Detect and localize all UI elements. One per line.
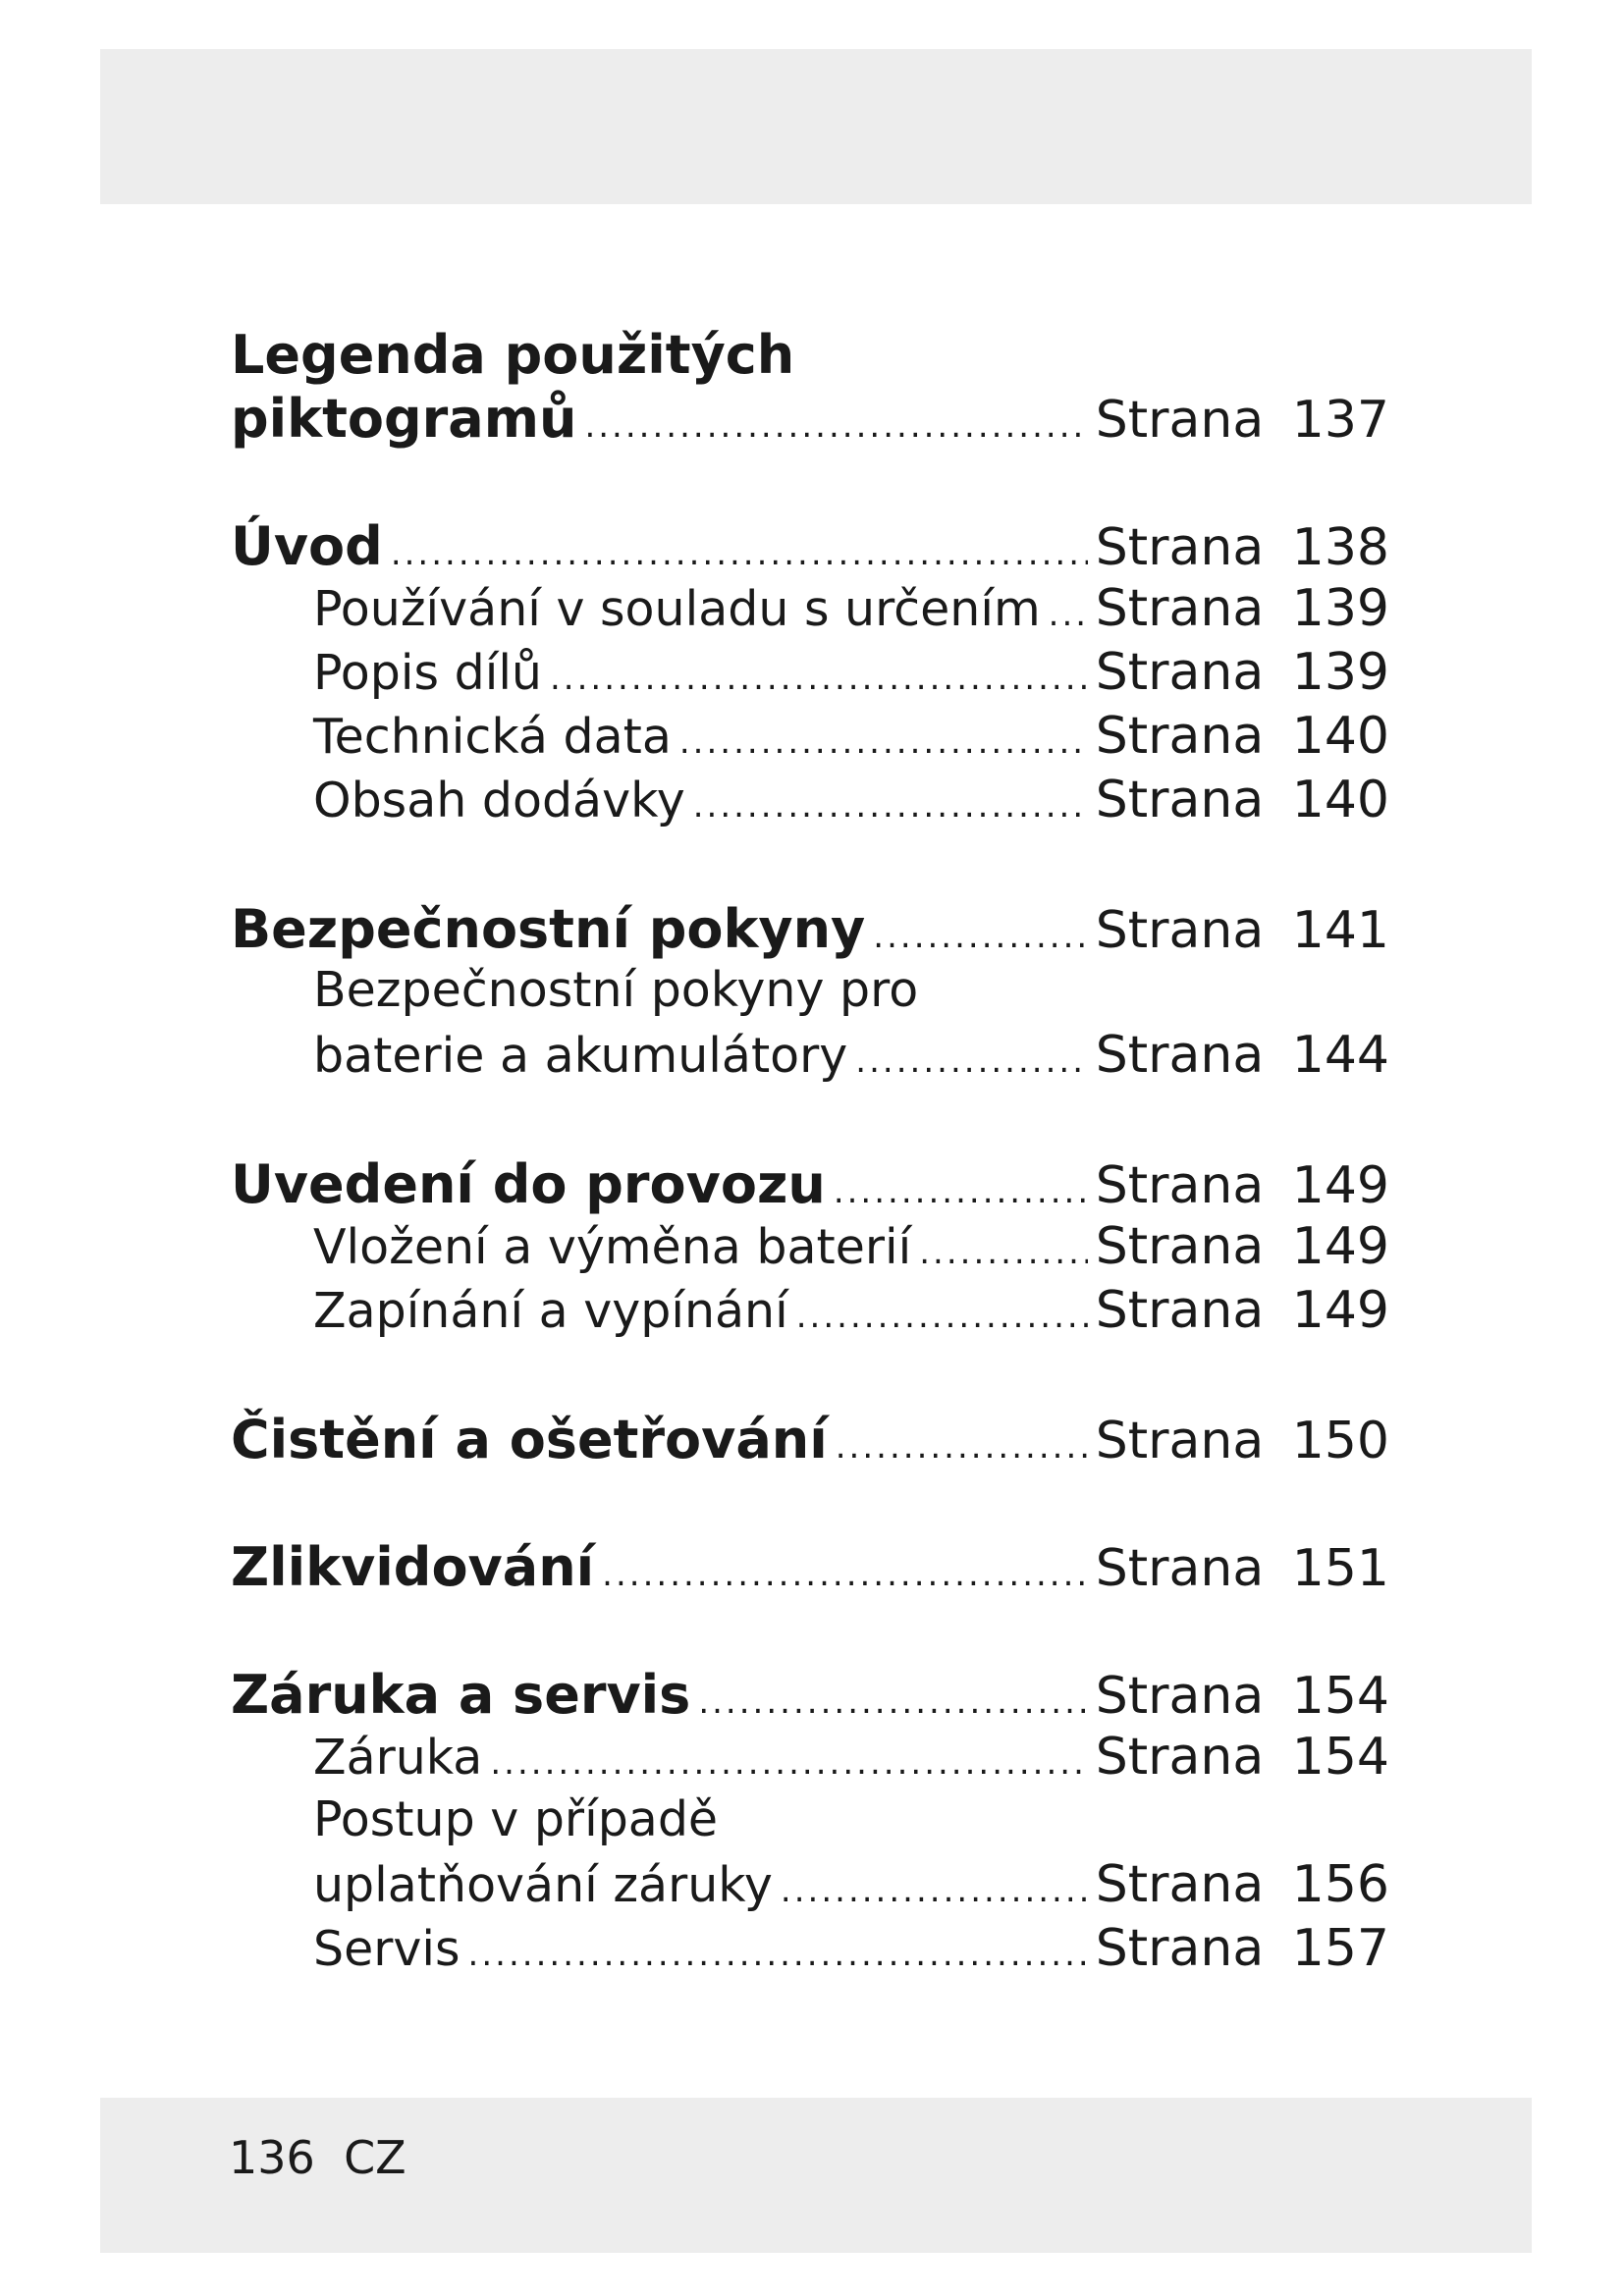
dot-leader xyxy=(873,917,1087,956)
dot-leader xyxy=(781,1871,1088,1910)
header-band xyxy=(100,49,1532,204)
dot-leader xyxy=(855,1041,1087,1081)
dot-leader xyxy=(919,1233,1088,1272)
dot-leader xyxy=(836,1427,1088,1467)
toc-entry-page: Strana 151 xyxy=(1095,1539,1389,1598)
toc-entry[interactable] xyxy=(231,1153,1389,1217)
toc-entry-title: Uvedení do provozu xyxy=(231,1153,826,1215)
toc-entry-title: Vložení a výměna baterií xyxy=(313,1219,912,1275)
toc-entry-title: Bezpečnostní pokyny xyxy=(231,898,866,960)
toc-entry-page: Strana 144 xyxy=(1095,1026,1389,1085)
language-code: CZ xyxy=(344,2131,406,2184)
toc-entry-title: Používání v souladu s určením xyxy=(313,581,1041,637)
dot-leader xyxy=(1049,595,1088,634)
toc-entry-title: Čistění a ošetřování xyxy=(231,1409,828,1470)
toc-entry-page: Strana 149 xyxy=(1095,1281,1389,1340)
toc-entry-title: Zapínání a vypínání xyxy=(313,1283,788,1339)
page-number: 136 xyxy=(229,2131,315,2184)
toc-entry-page: Strana 139 xyxy=(1095,643,1389,702)
toc-entry-title: Servis xyxy=(313,1921,460,1977)
toc-entry[interactable] xyxy=(231,1217,1389,1281)
toc-entry[interactable] xyxy=(231,771,1389,834)
toc-entry-title: Postup v případě xyxy=(313,1791,719,1847)
page-footer xyxy=(229,2128,406,2187)
toc-entry-title: uplatňování záruky xyxy=(313,1857,773,1913)
dot-leader xyxy=(391,534,1088,573)
toc-entry-page: Strana 149 xyxy=(1095,1156,1389,1215)
toc-entry[interactable] xyxy=(231,1919,1389,1983)
toc-entry[interactable] xyxy=(231,579,1389,643)
toc-entry[interactable] xyxy=(231,324,1389,388)
toc-entry-title: Legenda použitých xyxy=(231,324,795,386)
toc-entry[interactable] xyxy=(231,1855,1389,1919)
dot-leader xyxy=(490,1743,1087,1783)
toc-entry[interactable] xyxy=(231,1791,1389,1855)
dot-leader xyxy=(679,722,1088,762)
toc-entry[interactable] xyxy=(231,1728,1389,1791)
toc-entry-page: Strana 156 xyxy=(1095,1855,1389,1914)
toc-entry-page: Strana 140 xyxy=(1095,771,1389,829)
toc-entry[interactable] xyxy=(231,1026,1389,1090)
toc-entry-page: Strana 154 xyxy=(1095,1728,1389,1787)
toc-entry[interactable] xyxy=(231,1664,1389,1728)
toc-entry-title: Záruka xyxy=(313,1730,483,1786)
toc-entry[interactable] xyxy=(231,515,1389,579)
dot-leader xyxy=(693,786,1088,826)
toc-section xyxy=(231,515,1389,834)
toc-entry-page: Strana 157 xyxy=(1095,1919,1389,1978)
toc-entry-page: Strana 150 xyxy=(1095,1412,1389,1470)
toc-entry-page: Strana 149 xyxy=(1095,1217,1389,1276)
toc-section xyxy=(231,898,1389,1090)
dot-leader xyxy=(698,1682,1087,1722)
dot-leader xyxy=(834,1172,1088,1211)
toc-entry-title: Zlikvidování xyxy=(231,1536,595,1598)
toc-entry-page: Strana 137 xyxy=(1095,391,1389,450)
dot-leader xyxy=(584,406,1087,446)
toc-entry-page: Strana 138 xyxy=(1095,518,1389,577)
toc-entry-title: Bezpečnostní pokyny pro xyxy=(313,962,919,1018)
toc-entry[interactable] xyxy=(231,1536,1389,1600)
toc-entry[interactable] xyxy=(231,1409,1389,1472)
toc-section xyxy=(231,324,1389,452)
dot-leader xyxy=(796,1297,1088,1336)
toc-entry-title: Obsah dodávky xyxy=(313,773,685,828)
toc-section xyxy=(231,1664,1389,1983)
toc-entry-page: Strana 141 xyxy=(1095,901,1389,960)
toc-entry-page: Strana 139 xyxy=(1095,579,1389,638)
toc-entry-page: Strana 154 xyxy=(1095,1667,1389,1726)
toc-entry-title: Technická data xyxy=(313,709,672,765)
toc-entry-title: Popis dílů xyxy=(313,645,542,701)
dot-leader xyxy=(468,1935,1088,1974)
toc-entry-title: piktogramů xyxy=(231,388,577,450)
toc-section xyxy=(231,1536,1389,1600)
toc-entry[interactable] xyxy=(231,962,1389,1026)
toc-section xyxy=(231,1409,1389,1472)
toc-entry[interactable] xyxy=(231,707,1389,771)
toc-entry-page: Strana 140 xyxy=(1095,707,1389,766)
dot-leader xyxy=(602,1555,1088,1594)
toc-entry-title: Záruka a servis xyxy=(231,1664,691,1726)
toc-section xyxy=(231,1153,1389,1345)
dot-leader xyxy=(550,659,1088,698)
toc-entry[interactable] xyxy=(231,388,1389,452)
table-of-contents xyxy=(231,324,1389,2047)
toc-entry[interactable] xyxy=(231,898,1389,962)
toc-entry-title: Úvod xyxy=(231,515,383,577)
toc-entry[interactable] xyxy=(231,643,1389,707)
toc-entry-title: baterie a akumulátory xyxy=(313,1028,848,1084)
toc-entry[interactable] xyxy=(231,1281,1389,1345)
